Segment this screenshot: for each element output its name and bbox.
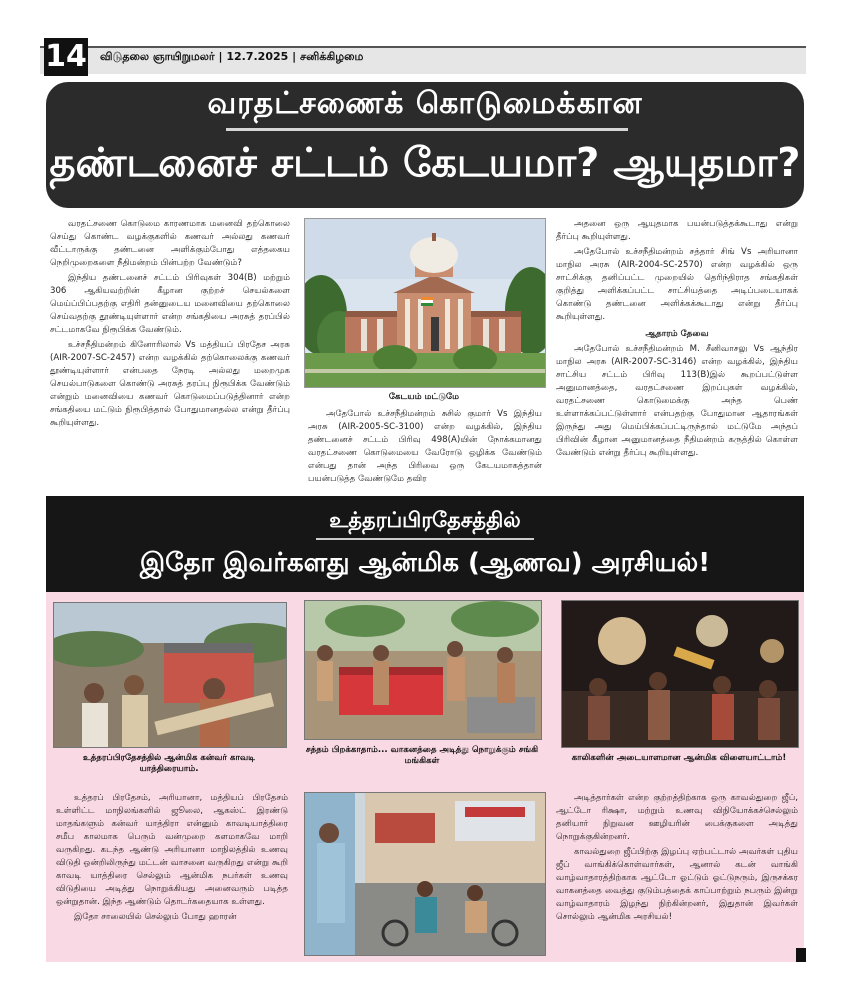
paragraph: இதோ சாலையில் செல்லும் போது ஹாரன் (74, 912, 237, 922)
paragraph: அதேபோல் உச்சநீதிமன்றம் சத்தார் சிங் Vs அரியானா மாநில அரசு (AIR-2004-SC-2570) என்ற வழக்கில் ஒரு சாட்சிக்கு தனிப்பட்ட முறையில் தெரிந்திராத சங்கதிகள் குறித்து அளிக்கப்பட்ட சாட்சியத்தை அடிப்படையாகக் கொண்டு தண்டனை அளிக்கக்கூடாது என்று தீர்ப்பு கூறியுள்ளது. (556, 247, 798, 322)
issue-date: 12.7.2025 (226, 50, 289, 63)
photo-caption: உத்தரப்பிரதேசத்தில் ஆன்மிக கன்வர் காவடி யாத்திரையாம். (82, 753, 256, 774)
photo-caption: கேடயம் மட்டுமே (388, 392, 460, 402)
headline-line2: இதோ இவர்களது ஆன்மிக (ஆணவ) அரசியல்! (139, 548, 711, 578)
headline-line2: தண்டனைச் சட்டம் கேடயமா? ஆயுதமா? (49, 140, 801, 186)
headline-line1: உத்தரப்பிரதேசத்தில் (329, 508, 521, 532)
street-crowd-photo (304, 792, 546, 956)
publication-name: விடுதலை ஞாயிறுமலர் (100, 50, 215, 63)
kanwar-yatra-image (54, 603, 286, 747)
article1-column1 (50, 218, 290, 490)
photo-caption: காலிகளின் அடையாளமான ஆன்மிக விளையாட்டாம்! (571, 753, 787, 763)
headline-divider (226, 128, 628, 131)
supreme-court-photo (304, 218, 546, 388)
article1-column2 (308, 408, 542, 490)
separator: | (292, 50, 300, 63)
article1-column3 (556, 218, 798, 490)
article2-column2 (556, 792, 798, 954)
street-crowd-image (305, 793, 545, 955)
supreme-court-image (305, 219, 545, 387)
paragraph: உத்தரப் பிரதேசம், அரியானா, மத்தியப் பிரதேசம் உள்ளிட்ட மாநிலங்களில் ஜூலை, ஆகஸ்ட் இரண்டு மாதங்களும் கன்வர் யாத்திரா என்னும் காவடியாத்திரை சமீப காலமாக பெரும் வன்முறை களமாகவே மாறி வருகிறது. கடந்த ஆண்டு அரியானா மாநிலத்தில் உணவு விடுதி ஒன்றிலிருந்து மட்டன் வாசனை வருகிறது என்று கூறி காவடி யாத்திரை செல்லும் ஆன்மிக நபர்கள் உணவு விடுதியை அடித்து நொறுக்கியது அனைவரும் படித்த ஒன்றுதான். இந்த ஆண்டும் தொடர்கதையாக உள்ளது. (56, 793, 288, 907)
paragraph: அதனை ஒரு ஆயுதமாக பயன்படுத்தக்கூடாது என்று தீர்ப்பு கூறியுள்ளது. (556, 219, 798, 242)
paragraph: அதேபோல் உச்சநீதிமன்றம் M. சீனிவாசலு Vs ஆந்திர மாநில அரசு (AIR-2007-SC-3146) என்ற வழக்கில், இந்திய சாட்சிய சட்டம் பிரிவு 113(B)இல் கூறப்பட்டுள்ள அனுமானத்தை, வரதட்சணை இறப்புகள் வழக்கில், வரதட்சணை கொடுமைக்கு அந்த பெண் உள்ளாக்கப்பட்டுள்ளார் என்பதற்கு போதுமான ஆதாரங்கள் இருந்து அது மெய்பிக்கப்பட்டிருந்தால் மட்டுமே அந்தப் பிரிவின் கீழான அனுமானத்தை நீதிமன்றம் கருத்தில் கொள்ள வேண்டும் என்று தீர்ப்பு கூறியுள்ளது. (556, 344, 798, 458)
vehicle-smashing-image (305, 601, 541, 739)
paragraph: இந்திய தண்டனைச் சட்டம் பிரிவுகள் 304(B) மற்றும் 306 ஆகியவற்றின் கீழான குற்றச் செயல்களை மெய்ப்பிப்பதற்கு எதிரி தன்னுடைய மனைவியை தற்கொலை செய்வதற்கு தூண்டியுள்ளார் என்ற சங்கதியை அரசுத் தரப்பில் சட்டமாகவே நிரூபிக்க வேண்டும். (50, 273, 290, 335)
photo-caption: சத்தம் பிறக்காதாம்... வாகனத்தை அடித்து நொறுக்கும் சங்கி மங்கிகள் (305, 745, 539, 766)
header-info (100, 50, 363, 65)
issue-day: சனிக்கிழமை (300, 50, 364, 63)
paragraph: காவல்துறை ஜீப்பிற்கு இழப்பு ஏற்பட்டால் அவர்கள் புதிய ஜீப் வாங்கிக்கொள்வார்கள், ஆனால் கடன் வாங்கி வாழ்வாதாரத்திற்காக ஆட்டோ ஓட்டும் ஓட்டுநரும், இருசக்கர வாகனத்தை வைத்து குடும்பத்தைக் காப்பாற்றும் நபரும் இன்று வாழ்வாதாரம் இழந்து நிற்கின்றனர், இதுதான் இவர்கள் சொல்லும் ஆன்மிக அரசியல்! (556, 847, 798, 922)
headline-divider (316, 538, 534, 540)
headline-line1: வரதட்சணைக் கொடுமைக்கான (207, 86, 643, 121)
subheading: ஆதாரம் தேவை (645, 329, 709, 339)
paragraph: அதேபோல் உச்சநீதிமன்றம் சுசில் குமார் Vs இந்திய அரசு (AIR-2005-SC-3100) என்ற வழக்கில், இந்திய தண்டனைச் சட்டம் பிரிவு 498(A)யின் நோக்கமானது வரதட்சணை கொடுமையை வேரோடு ஒழிக்க வேண்டும் என்பது தான் அந்த பிரிவை ஒரு கேடயமாகத்தான் பயன்படுத்த வேண்டுமே தவிர (308, 409, 542, 484)
night-procession-photo (561, 600, 799, 748)
separator: | (218, 50, 227, 63)
paragraph: உச்சநீதிமன்றம் கினோரிலால் Vs மத்தியப் பிரதேச அரசு (AIR-2007-SC-2457) என்ற வழக்கில் தற்கொலைக்கு கணவர் தூண்டியுள்ளார் என்பதை நேரடி அல்லது மறைமுக செயல்பாடுகளை கொண்டு அரசுத் தரப்பு நிரூபிக்க வேண்டும் என்றும் மனைவியை கணவர் கொடுமைப்படுத்தினார் என்ற சங்கதியை மட்டும் நிரூபித்தால் போதுமானதல்ல என்று தீர்ப்பு கூறியுள்ளது. (50, 340, 290, 428)
kanwar-yatra-photo (53, 602, 287, 748)
end-mark (796, 948, 806, 962)
vehicle-smashing-photo (304, 600, 542, 740)
article2-column1 (56, 792, 288, 954)
night-procession-image (562, 601, 798, 747)
page-number: 14 (45, 39, 87, 74)
paragraph: வரதட்சணை கொடுமை காரணமாக மனைவி தற்கொலை செய்து கொண்ட வழக்குகளில் கணவர் அல்லது கணவர் வீட்டாருக்கு தண்டனை அளிக்கும்போது எத்தகைய நெறிமுறைகளை நீதிமன்றம் பின்பற்ற வேண்டும்? (50, 219, 290, 268)
paragraph: அடித்தார்கள் என்ற குற்றத்திற்காக ஒரு காவல்துறை ஜீப், ஆட்டோ ரிக்ஷா, மற்றும் உணவு விநியோக்கச்செல்லும் தனியார் நிறுவன ஊழியரின் பைக்குகளை அடித்து நொறுக்குகின்றனர். (556, 793, 798, 842)
